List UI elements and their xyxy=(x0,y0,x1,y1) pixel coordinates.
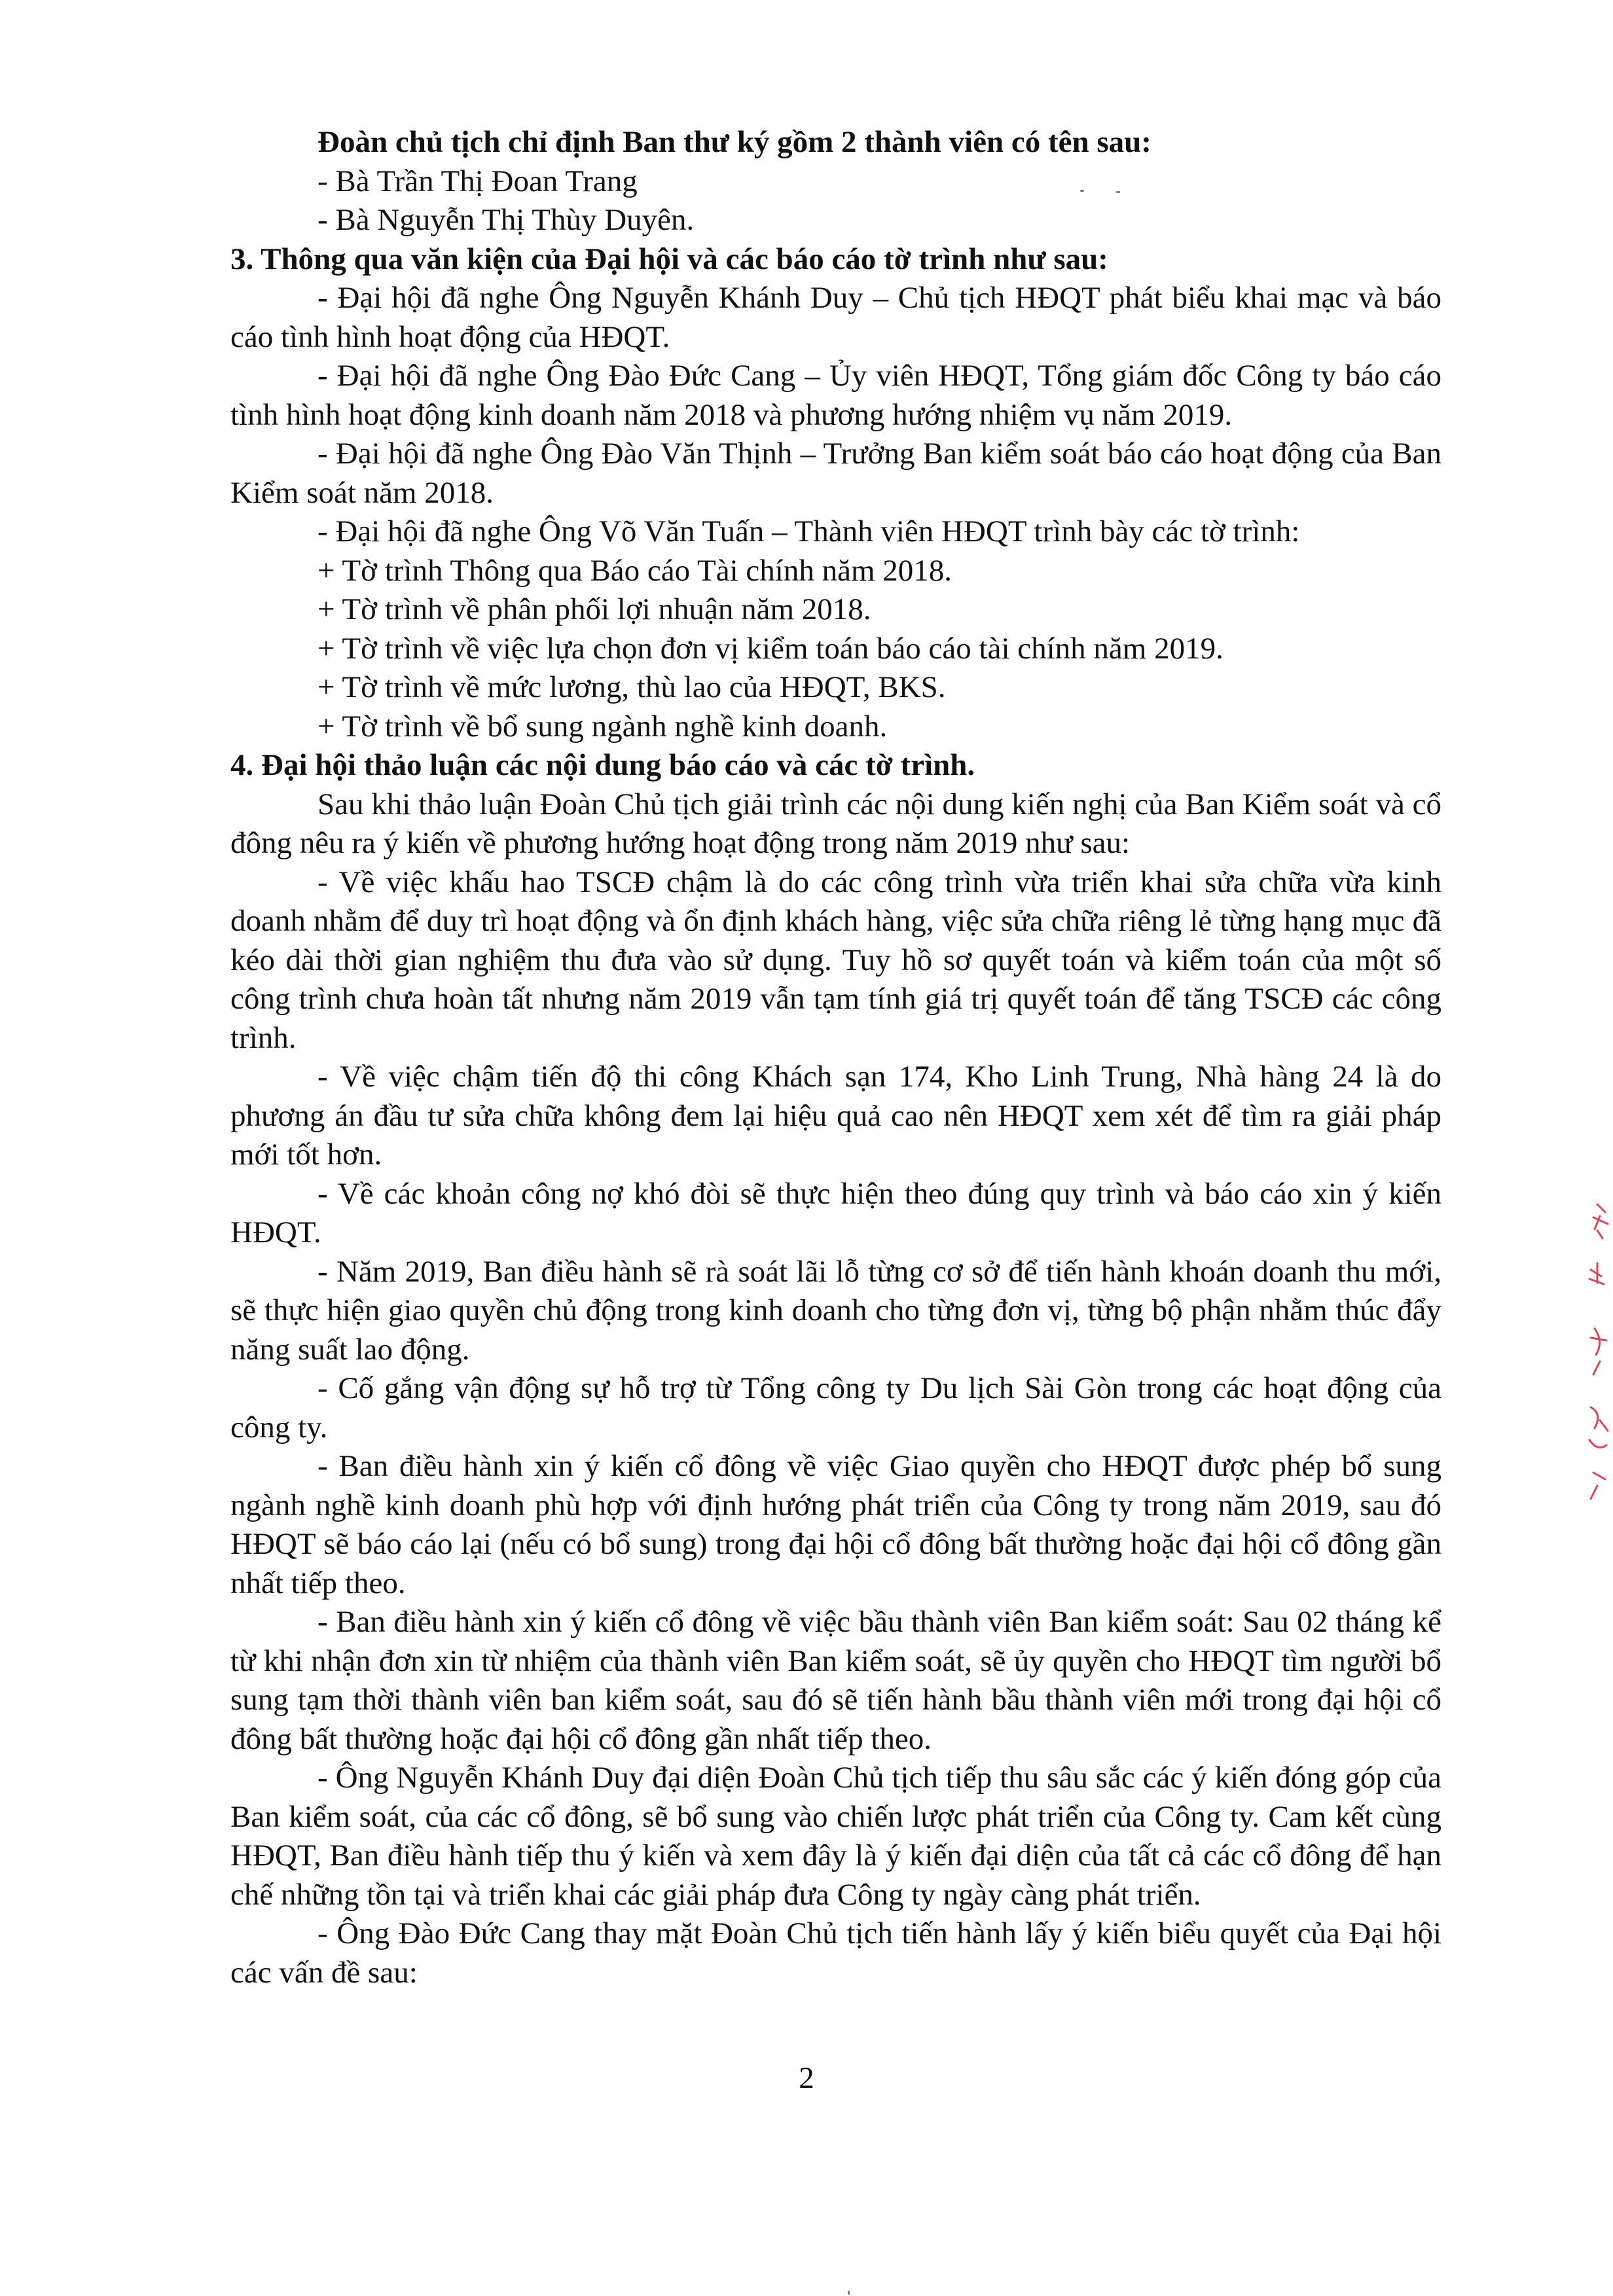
paragraph: - Về việc khấu hao TSCĐ chậm là do các công trình vừa triển khai sửa chữa vừa kinh doanh nhằm để duy trì hoạt động và ổn định khách hàng, việc sửa chữa riêng lẻ từng hạng mục đã kéo dài thời gian nghiệm thu đưa vào sử dụng. Tuy hồ sơ quyết toán và kiểm toán của một số công trình chưa hoàn tất nhưng năm 2019 vẫn tạm tính giá trị quyết toán để tăng TSCĐ các công trình. xyxy=(230,865,1441,1055)
paragraph: Sau khi thảo luận Đoàn Chủ tịch giải trình các nội dung kiến nghị của Ban Kiểm soát và cổ đông nêu ra ý kiến về phương hướng hoạt động trong năm 2019 như sau: xyxy=(230,787,1441,860)
paragraph: - Ông Nguyễn Khánh Duy đại diện Đoàn Chủ tịch tiếp thu sâu sắc các ý kiến đóng góp của Ban kiểm soát, của các cổ đông, sẽ bổ sung vào chiến lược phát triển của Công ty. Cam kết cùng HĐQT, Ban điều hành tiếp thu ý kiến và xem đây là ý kiến đại diện của tất cả các cổ đông để hạn chế những tồn tại và triển khai các giải pháp đưa Công ty ngày càng phát triển. xyxy=(230,1761,1441,1912)
scan-speck xyxy=(848,2291,850,2295)
paragraph: - Cố gắng vận động sự hỗ trợ từ Tổng công ty Du lịch Sài Gòn trong các hoạt động của công ty. xyxy=(230,1371,1441,1444)
paragraph: - Ban điều hành xin ý kiến cổ đông về việc bầu thành viên Ban kiểm soát: Sau 02 tháng kể từ khi nhận đơn xin từ nhiệm của thành viên Ban kiểm soát, sẽ ủy quyền cho HĐQT tìm người bổ sung tạm thời thành viên ban kiểm soát, sau đó sẽ tiến hành bầu thành viên mới trong đại hội cổ đông bất thường hoặc đại hội cổ đông gần nhất tiếp theo. xyxy=(230,1605,1441,1756)
paragraph: - Năm 2019, Ban điều hành sẽ rà soát lãi lỗ từng cơ sở để tiến hành khoán doanh thu mới, sẽ thực hiện giao quyền chủ động trong kinh doanh cho từng đơn vị, từng bộ phận nhằm thúc đẩy năng suất lao động. xyxy=(230,1254,1441,1367)
list-item: + Tờ trình Thông qua Báo cáo Tài chính năm 2018. xyxy=(317,553,952,588)
list-item: - Bà Nguyễn Thị Thùy Duyên. xyxy=(317,203,695,237)
paragraph: - Đại hội đã nghe Ông Đào Văn Thịnh – Trưởng Ban kiểm soát báo cáo hoạt động của Ban Kiểm soát năm 2018. xyxy=(230,437,1441,510)
paragraph: - Ban điều hành xin ý kiến cổ đông về việc Giao quyền cho HĐQT được phép bổ sung ngành nghề kinh doanh phù hợp với định hướng phát triển của Công ty trong năm 2019, sau đó HĐQT sẽ báo cáo lại (nếu có bổ sung) trong đại hội cổ đông bất thường hoặc đại hội cổ đông gần nhất tiếp theo. xyxy=(230,1449,1441,1600)
paragraph: - Về việc chậm tiến độ thi công Khách sạn 174, Kho Linh Trung, Nhà hàng 24 là do phương án đầu tư sửa chữa không đem lại hiệu quả cao nên HĐQT xem xét để tìm ra giải pháp mới tốt hơn. xyxy=(230,1060,1441,1172)
page-number: 2 xyxy=(799,2061,814,2095)
section-heading: 3. Thông qua văn kiện của Đại hội và các báo cáo tờ trình như sau: xyxy=(230,242,1108,276)
paragraph: - Đại hội đã nghe Ông Nguyễn Khánh Duy – Chủ tịch HĐQT phát biểu khai mạc và báo cáo tình hình hoạt động của HĐQT. xyxy=(230,281,1441,354)
scan-speck xyxy=(1080,190,1084,192)
document-body xyxy=(230,123,1441,1992)
stamp-icon xyxy=(1571,1198,1613,1512)
red-stamp-fragment xyxy=(1571,1198,1613,1512)
list-item: - Bà Trần Thị Đoan Trang xyxy=(317,164,638,198)
paragraph: - Về các khoản công nợ khó đòi sẽ thực hiện theo đúng quy trình và báo cáo xin ý kiến HĐQT. xyxy=(230,1176,1441,1249)
list-item: + Tờ trình về bổ sung ngành nghề kinh doanh. xyxy=(317,709,888,744)
paragraph: - Đại hội đã nghe Ông Võ Văn Tuấn – Thành viên HĐQT trình bày các tờ trình: xyxy=(317,514,1300,548)
list-item: + Tờ trình về việc lựa chọn đơn vị kiểm toán báo cáo tài chính năm 2019. xyxy=(317,631,1223,666)
paragraph: - Đại hội đã nghe Ông Đào Đức Cang – Ủy viên HĐQT, Tổng giám đốc Công ty báo cáo tình hình hoạt động kinh doanh năm 2018 và phương hướng nhiệm vụ năm 2019. xyxy=(230,359,1441,432)
paragraph: - Ông Đào Đức Cang thay mặt Đoàn Chủ tịch tiến hành lấy ý kiến biểu quyết của Đại hội các vấn đề sau: xyxy=(230,1916,1441,1990)
section-heading: 4. Đại hội thảo luận các nội dung báo cáo và các tờ trình. xyxy=(230,748,975,782)
secretariat-heading: Đoàn chủ tịch chỉ định Ban thư ký gồm 2 thành viên có tên sau: xyxy=(317,125,1151,159)
scan-speck xyxy=(1116,191,1120,193)
list-item: + Tờ trình về phân phối lợi nhuận năm 2018. xyxy=(317,592,871,626)
list-item: + Tờ trình về mức lương, thù lao của HĐQT, BKS. xyxy=(317,670,946,704)
